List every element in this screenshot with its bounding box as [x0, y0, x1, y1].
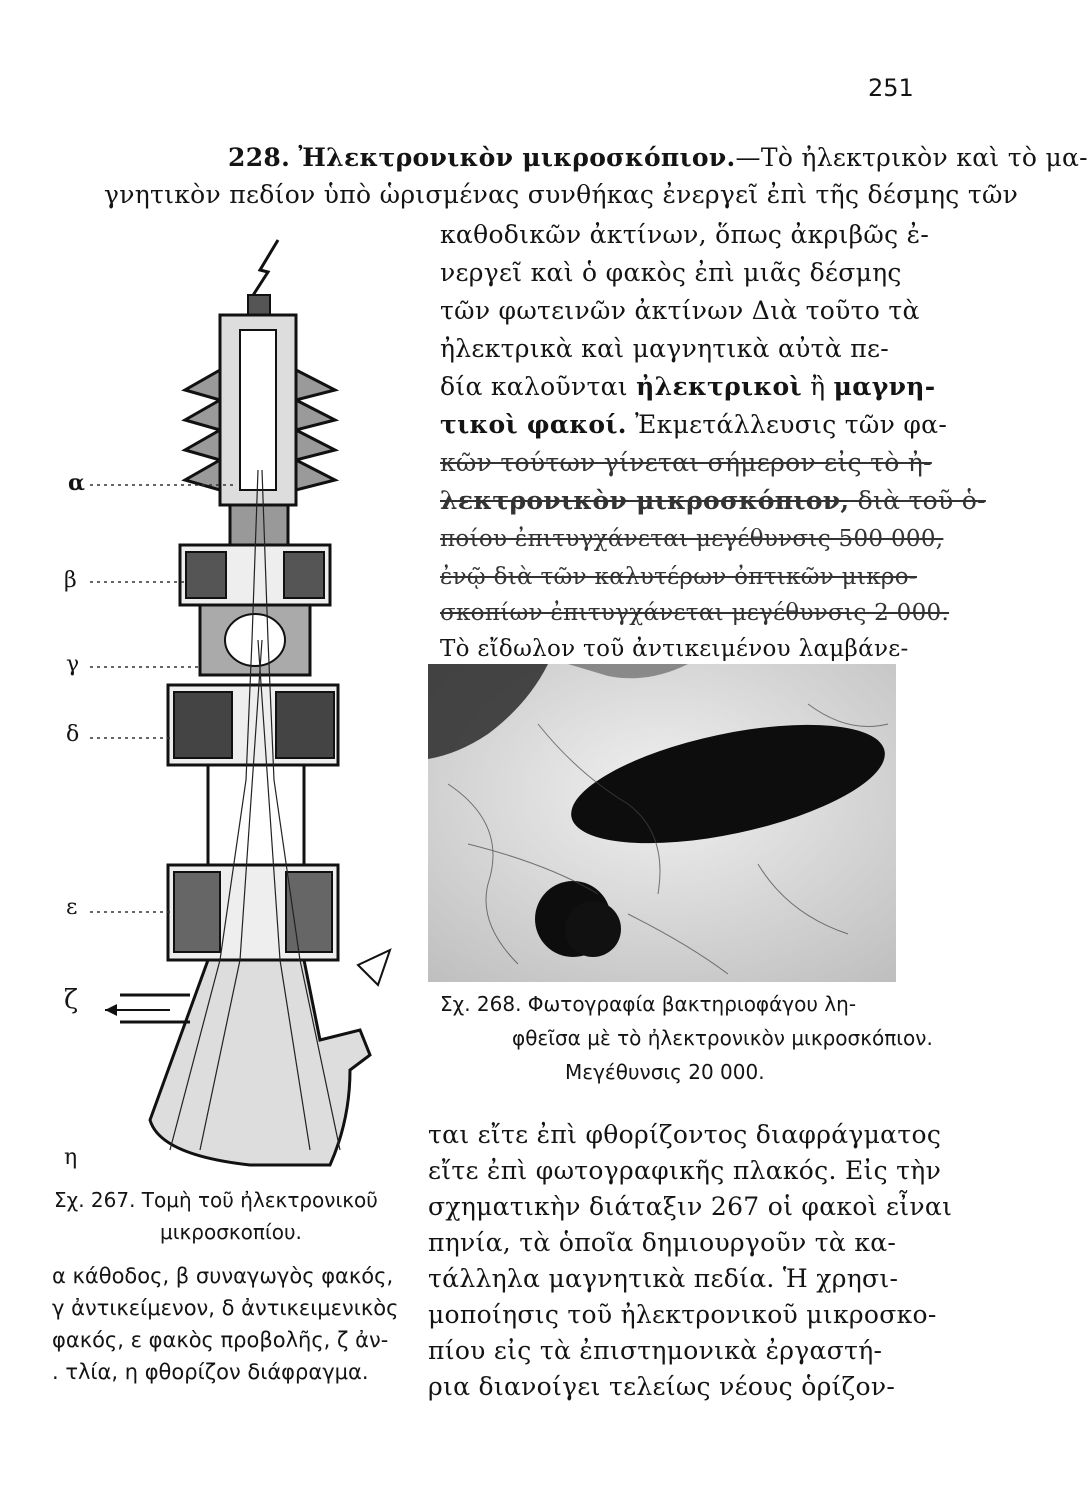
body-line: ἠλεκτρικὰ καὶ μαγνητικὰ αὐτὰ πε-	[440, 334, 889, 363]
struck-line	[440, 486, 986, 516]
fig268-caption-line: Μεγέθυνσις 20 000.	[565, 1060, 765, 1084]
bold-term: ἠλεκτρικοὶ	[636, 372, 802, 401]
text-segment: διὰ τοῦ ὁ-	[849, 486, 986, 515]
fig267-legend-line: φακός, ε φακὸς προβολῆς, ζ ἀν-	[52, 1328, 389, 1352]
fig267-legend-line: α κάθοδος, β συναγωγὸς φακός,	[52, 1264, 394, 1288]
bold-term: λεκτρονικὸν μικροσκόπιον,	[440, 486, 850, 515]
struck-line: κῶν τούτων γίνεται σήμερον εἰς τὸ ἠ-	[440, 448, 932, 477]
fig267-caption-line: Σχ. 267. Τομὴ τοῦ ἠλεκτρονικοῦ	[54, 1188, 378, 1212]
text-segment: Ἐκμετάλλευσις τῶν φα-	[626, 410, 948, 439]
body-line: μοποίησις τοῦ ἠλεκτρονικοῦ μικροσκο-	[428, 1300, 937, 1329]
section-number: 228.	[228, 143, 291, 172]
bacteriophage-photo	[428, 664, 896, 982]
body-line: καθοδικῶν ἀκτίνων, ὅπως ἀκριβῶς ἐ-	[440, 220, 930, 249]
bold-term: τικοὶ φακοί.	[440, 410, 627, 439]
fig267-caption-line: μικροσκοπίου.	[160, 1220, 302, 1244]
body-line: Τὸ εἴδωλον τοῦ ἀντικειμένου λαμβάνε-	[440, 636, 909, 662]
diagram-label-alpha: α	[68, 470, 85, 496]
microscope-cross-section-diagram	[50, 220, 430, 1180]
fig267-legend-line: . τλία, η φθορίζον διάφραγμα.	[52, 1360, 369, 1384]
heading-rest: —Τὸ ἠλεκτρικὸν καὶ τὸ μα-	[735, 143, 1088, 172]
body-line: τῶν φωτεινῶν ἀκτίνων Διὰ τοῦτο τὰ	[440, 296, 920, 325]
body-line: τάλληλα μαγνητικὰ πεδία. Ἡ χρησι-	[428, 1264, 899, 1293]
body-line: πηνία, τὰ ὁποῖα δημιουργοῦν τὰ κα-	[428, 1228, 897, 1257]
body-line: πίου εἰς τὰ ἐπιστημονικὰ ἐργαστή-	[428, 1336, 883, 1365]
body-line: εἴτε ἐπὶ φωτογραφικῆς πλακός. Εἰς τὴν	[428, 1156, 942, 1185]
body-line: γνητικὸν πεδίον ὑπὸ ὡρισμένας συνθήκας ἐνεργεῖ ἐπὶ τῆς δέσμης τῶν	[104, 180, 1019, 209]
diagram-label-delta: δ	[66, 722, 80, 747]
body-line: σχηματικὴν διάταξιν 267 οἱ φακοὶ εἶναι	[428, 1192, 953, 1221]
page-number: 251	[868, 74, 914, 102]
diagram-label-eta: η	[64, 1145, 78, 1170]
body-line: νεργεῖ καὶ ὁ φακὸς ἐπὶ μιᾶς δέσμης	[440, 258, 902, 287]
body-line: ται εἴτε ἐπὶ φθορίζοντος διαφράγματος	[428, 1120, 942, 1149]
section-heading-line	[228, 143, 1088, 173]
diagram-label-epsilon: ε	[66, 895, 78, 920]
body-line-bold-terms	[440, 372, 935, 402]
bold-term: μαγνη-	[833, 372, 936, 401]
text-segment: δία καλοῦνται	[440, 372, 637, 401]
diagram-label-zeta: ζ	[64, 985, 79, 1015]
fig268-caption-line: φθεῖσα μὲ τὸ ἠλεκτρονικὸν μικροσκόπιον.	[512, 1026, 933, 1050]
struck-line: ποίου ἐπιτυγχάνεται μεγέθυνσις 500 000,	[440, 526, 944, 552]
diagram-label-beta: β	[64, 568, 77, 593]
fig267-legend-line: γ ἀντικείμενον, δ ἀντικειμενικὸς	[52, 1296, 399, 1320]
diagram-label-gamma: γ	[66, 652, 80, 677]
struck-line: σκοπίων ἐπιτυγχάνεται μεγέθυνσις 2 000.	[440, 600, 950, 626]
body-line-bold-terms	[440, 410, 947, 440]
text-segment: ἢ	[801, 372, 834, 401]
fig268-caption-line: Σχ. 268. Φωτογραφία βακτηριοφάγου λη-	[440, 992, 857, 1016]
section-title: Ἠλεκτρονικὸν μικροσκόπιον.	[298, 143, 736, 172]
body-line: ρια διανοίγει τελείως νέους ὁρίζον-	[428, 1372, 896, 1401]
struck-line: ἐνῷ διὰ τῶν καλυτέρων ὀπτικῶν μικρο-	[440, 564, 917, 590]
